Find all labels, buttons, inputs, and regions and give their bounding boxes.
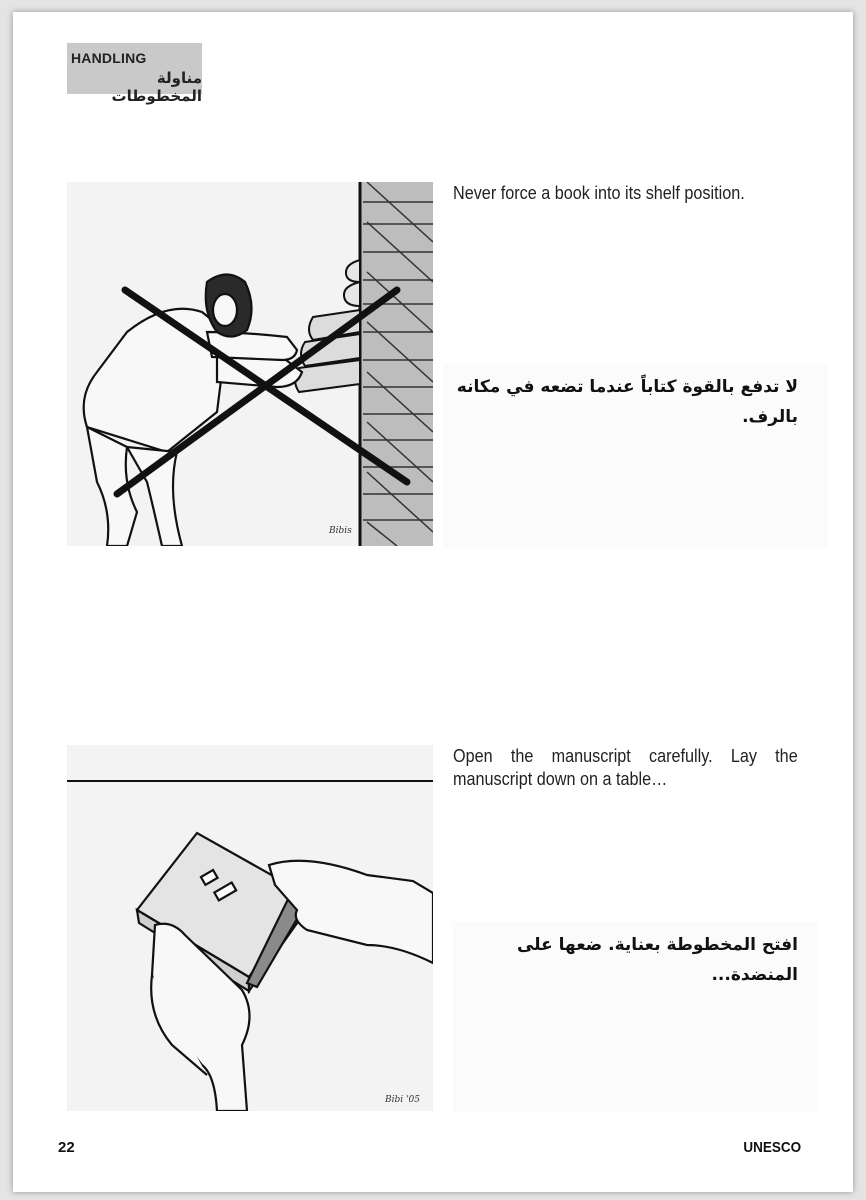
caption-forcing-book-en: Never force a book into its shelf position. [453,183,745,203]
illustration-signature: Bibi '05 [385,1095,420,1105]
publisher-name: UNESCO [743,1139,801,1156]
page-number: 22 [58,1139,75,1156]
section-title-en: HANDLING [71,50,147,66]
caption-opening-manuscript-en: Open the manuscript carefully. Lay the manuscript down on a table… [453,746,798,789]
illustration-opening-manuscript [67,745,433,1111]
document-page [13,12,853,1192]
section-tag [67,43,202,105]
illustration-forcing-book [67,182,433,546]
opening-manuscript-drawing [67,745,433,1111]
caption-forcing-book-ar: لا تدفع بالقوة كتاباً عندما تضعه في مكانه بالرف. [456,377,798,427]
caption-opening-manuscript-ar: افتح المخطوطة بعناية. ضعها على المنضدة... [516,935,798,985]
section-title-ar: مناولة المخطوطات [111,69,202,105]
illustration-signature: Bibis [329,526,352,536]
forcing-book-drawing [67,182,433,546]
